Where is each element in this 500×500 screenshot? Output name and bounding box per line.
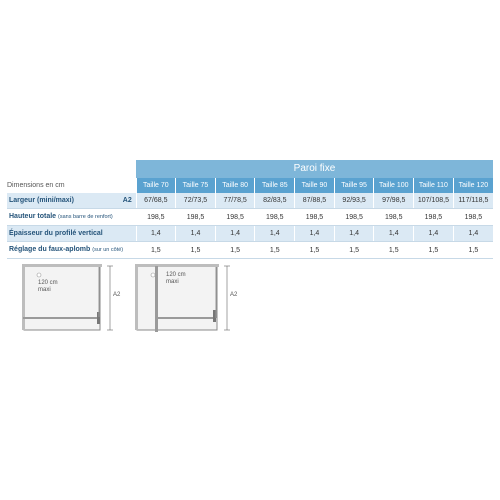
table-cell: 1,4 [334, 226, 374, 242]
row-label-text: Épaisseur du profilé vertical [9, 230, 103, 237]
size-header: Taille 75 [176, 178, 216, 193]
table-row [7, 209, 493, 226]
table-cell: 1,4 [295, 226, 335, 242]
size-header: Taille 100 [374, 178, 414, 193]
dim-line: maxi [38, 287, 51, 293]
row-label-text: Réglage du faux-aplomb [9, 246, 91, 253]
row-label [7, 242, 136, 259]
table-cell: 1,5 [453, 242, 493, 259]
dimensions-label: Dimensions en cm [7, 182, 65, 189]
table-cell: 1,5 [215, 242, 255, 259]
fixed-panel-bar-drawing [133, 262, 253, 337]
row-label-note: (sans barre de renfort) [58, 214, 113, 220]
a2-label: A2 [113, 292, 121, 298]
table-cell: 198,5 [295, 209, 335, 226]
table-cell: 1,5 [176, 242, 216, 259]
dim-line: 120 cm [166, 272, 186, 278]
table-cell: 92/93,5 [334, 193, 374, 209]
row-label [7, 226, 136, 242]
table-row [7, 193, 493, 209]
table-row [7, 226, 493, 242]
size-header-row [7, 178, 493, 193]
row-label-note: (sur un côté) [92, 247, 124, 253]
row-label-text: Hauteur totale [9, 213, 57, 220]
table-cell: 198,5 [453, 209, 493, 226]
table-cell: 72/73,5 [176, 193, 216, 209]
dim-line: maxi [166, 279, 179, 285]
table-cell: 1,5 [374, 242, 414, 259]
table-cell: 1,4 [255, 226, 295, 242]
table-cell: 1,4 [374, 226, 414, 242]
table-cell: 107/108,5 [414, 193, 454, 209]
row-label [7, 209, 136, 226]
group-header: Paroi fixe [136, 160, 493, 178]
table-cell: 1,4 [136, 226, 176, 242]
size-header: Taille 80 [215, 178, 255, 193]
max-dimension-label [166, 272, 186, 286]
group-header-row [7, 160, 493, 178]
table-cell: 198,5 [334, 209, 374, 226]
table-cell: 1,4 [215, 226, 255, 242]
size-header: Taille 85 [255, 178, 295, 193]
diagram-fixed-panel [20, 262, 140, 337]
size-header: Taille 120 [453, 178, 493, 193]
row-label [7, 193, 119, 209]
table-cell: 97/98,5 [374, 193, 414, 209]
table-cell: 1,4 [453, 226, 493, 242]
table-cell: 198,5 [215, 209, 255, 226]
table-cell: 82/83,5 [255, 193, 295, 209]
fixed-panel-drawing [20, 262, 140, 337]
table-cell: 198,5 [374, 209, 414, 226]
size-header: Taille 110 [414, 178, 454, 193]
table-cell: 1,5 [295, 242, 335, 259]
max-dimension-label [38, 280, 58, 294]
table-cell: 1,4 [176, 226, 216, 242]
table-cell: 198,5 [176, 209, 216, 226]
table-cell: 77/78,5 [215, 193, 255, 209]
size-header: Taille 90 [295, 178, 335, 193]
table-cell: 198,5 [414, 209, 454, 226]
spec-table [7, 160, 493, 259]
table-cell: 1,5 [136, 242, 176, 259]
table-cell: 1,5 [255, 242, 295, 259]
dim-line: 120 cm [38, 280, 58, 286]
row-label-text: Largeur (mini/maxi) [9, 197, 74, 204]
size-header: Taille 70 [136, 178, 176, 193]
row-code: A2 [119, 193, 136, 209]
table-cell: 67/68,5 [136, 193, 176, 209]
table-row [7, 242, 493, 259]
table-cell: 1,4 [414, 226, 454, 242]
table-cell: 198,5 [255, 209, 295, 226]
table-cell: 1,5 [334, 242, 374, 259]
diagram-fixed-panel-bar [133, 262, 253, 337]
table-cell: 1,5 [414, 242, 454, 259]
size-header: Taille 95 [334, 178, 374, 193]
a2-label: A2 [230, 292, 238, 298]
table-cell: 117/118,5 [453, 193, 493, 209]
table-cell: 87/88,5 [295, 193, 335, 209]
table-cell: 198,5 [136, 209, 176, 226]
